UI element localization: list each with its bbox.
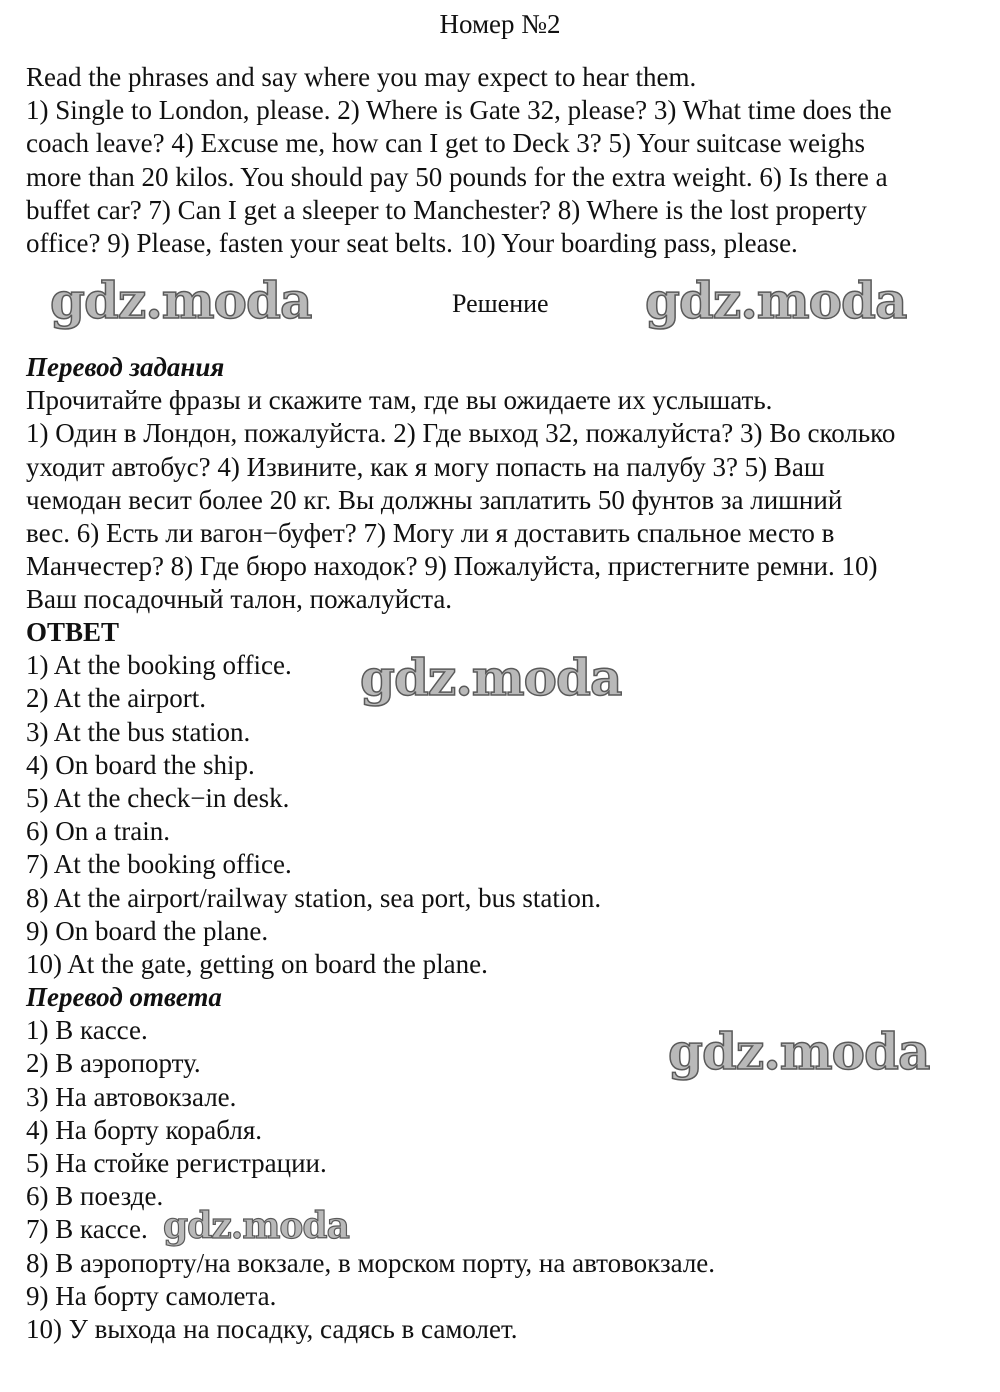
answer-translation-heading: Перевод ответа (26, 982, 222, 1012)
answer-item: 7) At the booking office. (26, 849, 292, 880)
answer-translation-item: 5) На стойке регистрации. (26, 1148, 327, 1179)
watermark-logo: gdz.moda (163, 1205, 349, 1247)
watermark-logo: gdz.moda (668, 1022, 930, 1081)
task-translation-heading: Перевод задания (26, 352, 225, 382)
task-translation-text: Прочитайте фразы и скажите там, где вы ожидаете их услышать. 1) Один в Лондон, пожалуйста. 2) Где выход 32, пожалуйста? 3) Во сколько уходит автобус? 4) Извините, как я могу попасть на палубу 3? 5) Ваш чемодан весит более 20 кг. Вы должны заплатить 50 фунтов за лишний вес. 6) Есть ли вагон−буфет? 7) Могу ли я доставить спальное место в Манчестер? 8) Где бюро находок? 9) Пожалуйста, пристегните ремни. 10) Ваш посадочный талон, пожалуйста. (26, 385, 896, 615)
answer-item: 2) At the airport. (26, 683, 206, 714)
solution-label: Решение (452, 289, 549, 318)
answer-translation-item: 10) У выхода на посадку, садясь в самолет. (26, 1314, 518, 1345)
answer-heading: ОТВЕТ (26, 617, 120, 647)
answer-item: 3) At the bus station. (26, 716, 251, 747)
answer-item: 4) On board the ship. (26, 749, 255, 780)
task-text: Read the phrases and say where you may expect to hear them. 1) Single to London, please. 2) Where is Gate 32, please? 3) What time does the coach leave? 4) Excuse me, how can I get to Deck 3? 5) Your suitcase weighs more than 20 kilos. You should pay 50 pounds for the extra weight. 6) Is there a buffet car? 7) Can I get a sleeper to Manchester? 8) Where is the lost property office? 9) Please, fasten your seat belts. 10) Your boarding pass, please. (26, 62, 892, 259)
answer-item: 5) At the check−in desk. (26, 783, 290, 814)
answer-translation-item: 4) На борту корабля. (26, 1114, 262, 1145)
answer-translation-item: 7) В кассе. (26, 1214, 148, 1245)
watermark-logo: gdz.moda (360, 648, 622, 707)
answer-translation-item: 6) В поезде. (26, 1181, 164, 1212)
answer-item: 6) On a train. (26, 816, 170, 847)
page-title: Номер №2 (439, 9, 561, 39)
answer-translation-item: 9) На борту самолета. (26, 1280, 277, 1311)
answer-item: 9) On board the plane. (26, 915, 269, 946)
answer-translation-item: 2) В аэропорту. (26, 1048, 201, 1079)
answer-item: 10) At the gate, getting on board the plane. (26, 949, 488, 980)
watermark-logo: gdz.moda (645, 271, 907, 330)
watermark-logo: gdz.moda (50, 271, 312, 330)
answer-translation-item: 1) В кассе. (26, 1015, 148, 1046)
answer-item: 1) At the booking office. (26, 650, 292, 681)
answer-item: 8) At the airport/railway station, sea port, bus station. (26, 882, 602, 913)
answer-translation-item: 3) На автовокзале. (26, 1081, 237, 1112)
task-translation-section (26, 351, 986, 617)
answer-translation-item: 8) В аэропорту/на вокзале, в морском порту, на автовокзале. (26, 1247, 716, 1278)
